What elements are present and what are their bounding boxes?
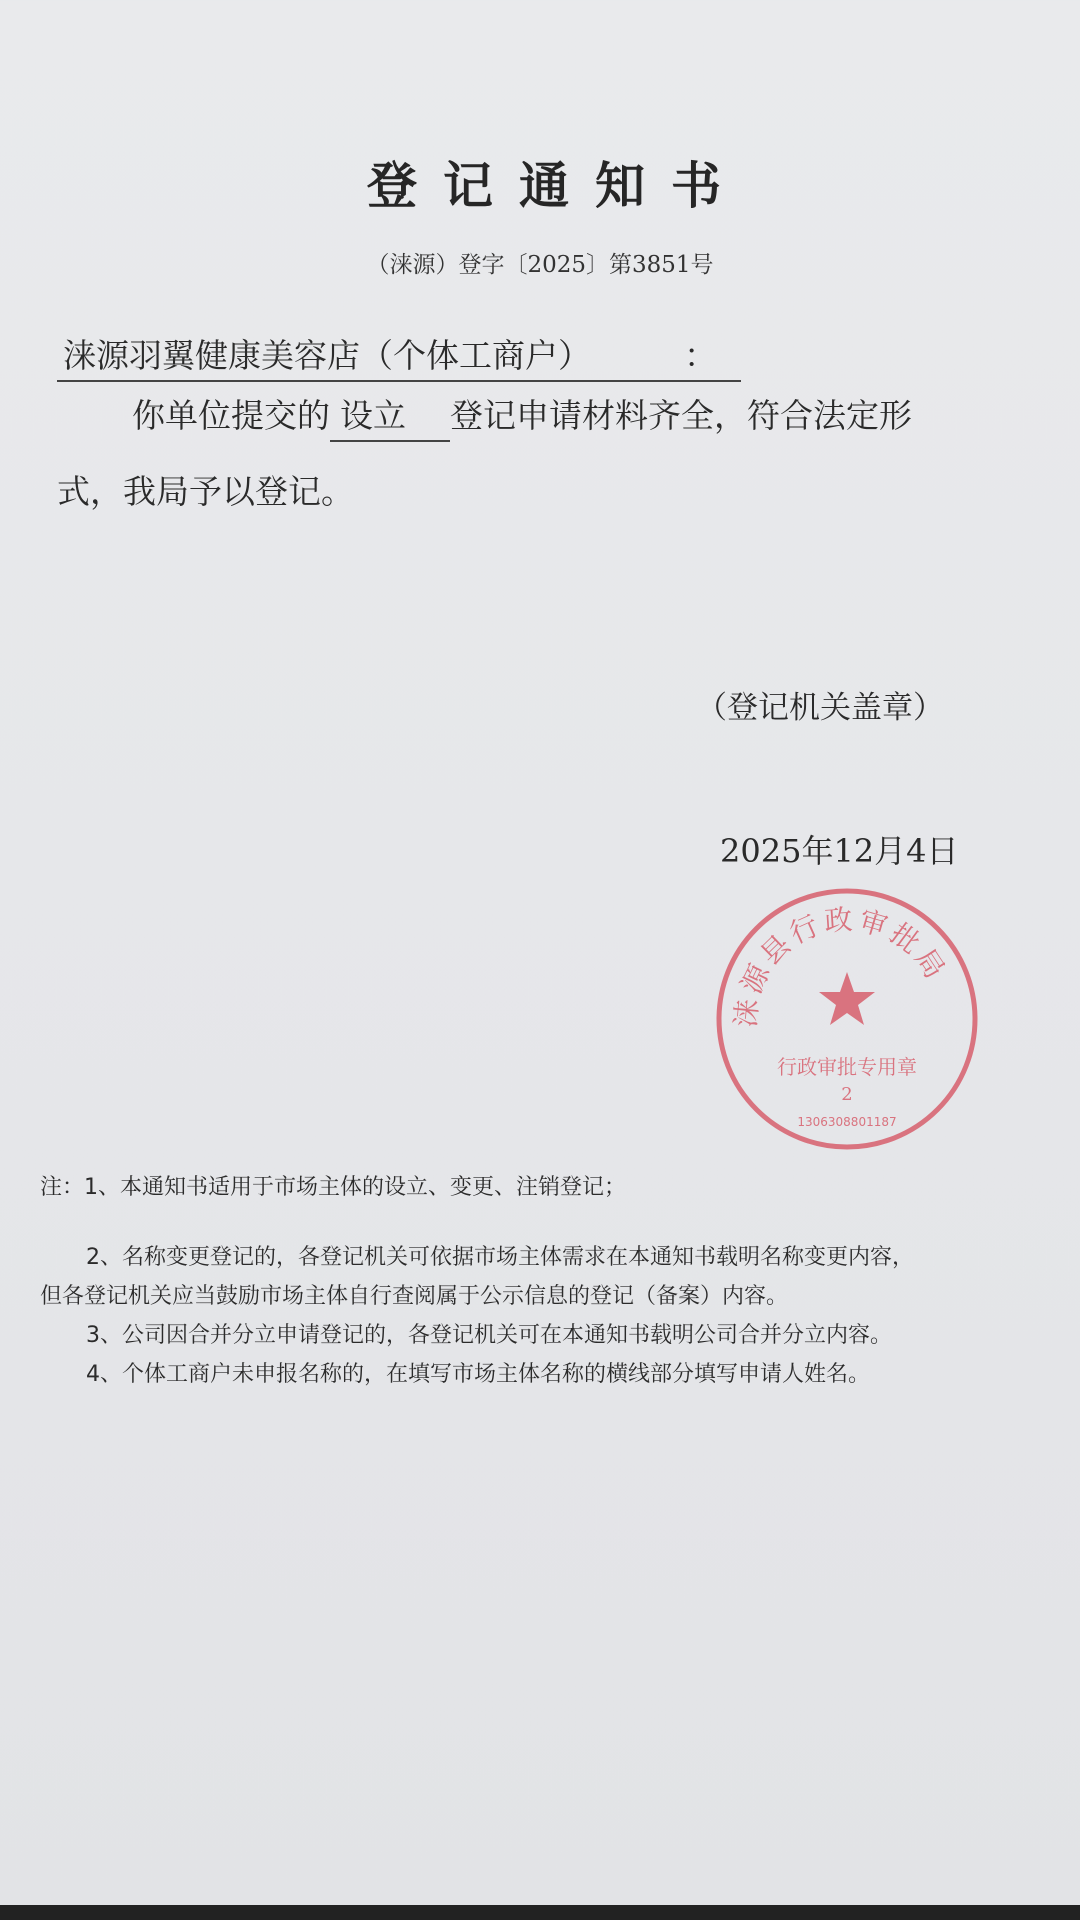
registration-type: 设立 (330, 392, 450, 442)
seal-outer-text: 涞源县行政审批局 (729, 902, 954, 1029)
recipient-line (57, 332, 741, 382)
body-line-2: 式，我局予以登记。 (57, 472, 354, 511)
body-line-1 (132, 392, 912, 442)
recipient-colon: ： (684, 336, 717, 375)
seal-star-icon (819, 972, 875, 1025)
body-prefix: 你单位提交的 (132, 396, 330, 435)
seal-inner-text: 行政审批专用章 (777, 1055, 917, 1079)
document-title: 登记通知书 (367, 157, 747, 215)
note-item: 但各登记机关应当鼓励市场主体自行查阅属于公示信息的登记（备案）内容。 (40, 1284, 789, 1309)
photo-bottom-edge (0, 1905, 1080, 1920)
note-item: 4、个体工商户未申报名称的，在填写市场主体名称的横线部分填写申请人姓名。 (86, 1362, 870, 1387)
seal-code: 1306308801187 (797, 1115, 897, 1129)
issue-date: 2025年12月4日 (720, 832, 959, 870)
note-item: 注：1、本通知书适用于市场主体的设立、变更、注销登记； (40, 1175, 626, 1200)
note-item: 3、公司因合并分立申请登记的，各登记机关可在本通知书载明公司合并分立内容。 (86, 1323, 892, 1348)
official-seal-stamp (712, 884, 982, 1154)
body-suffix: 登记申请材料齐全，符合法定形 (450, 396, 912, 435)
recipient-name: 涞源羽翼健康美容店（个体工商户） (63, 336, 591, 375)
note-item: 2、名称变更登记的，各登记机关可依据市场主体需求在本通知书载明名称变更内容， (86, 1245, 914, 1270)
seal-number: 2 (841, 1084, 853, 1105)
document-number: （涞源）登字〔2025〕第3851号 (366, 252, 714, 278)
seal-note: （登记机关盖章） (696, 690, 944, 726)
